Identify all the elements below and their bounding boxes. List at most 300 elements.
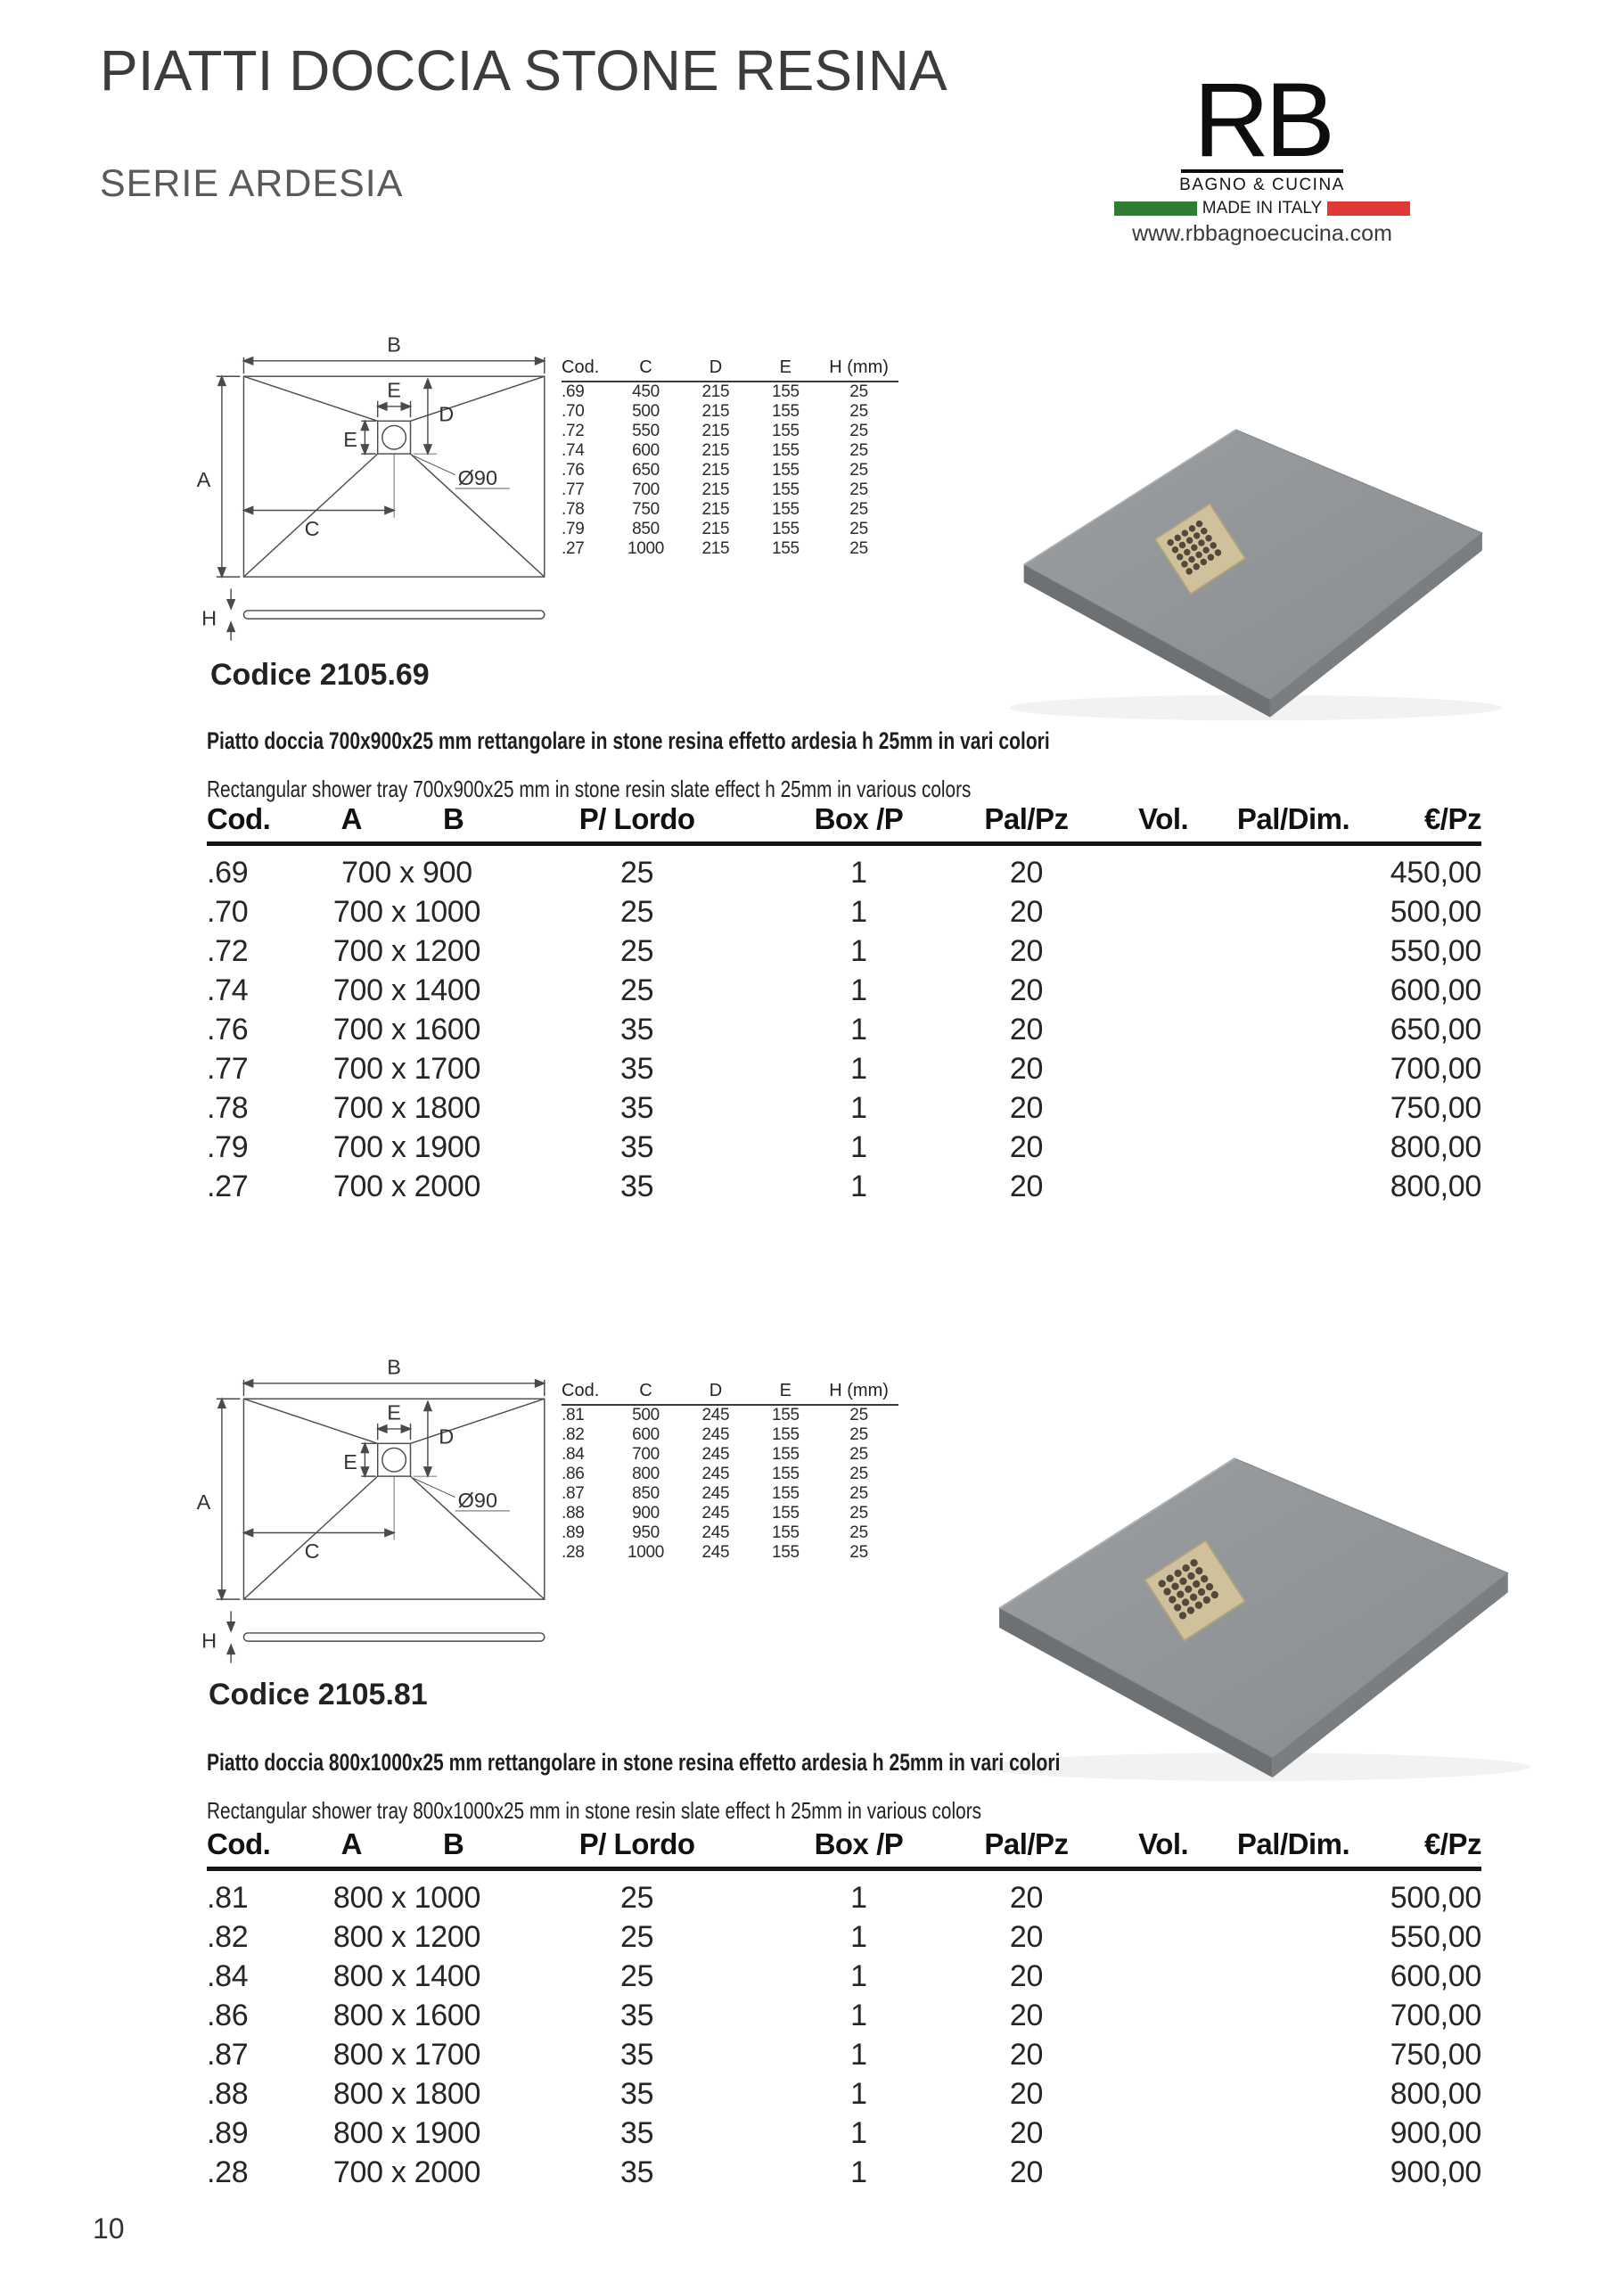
product-photo-1 (927, 357, 1569, 722)
dim-cell: 245 (701, 1406, 730, 1424)
price-cell: 800 x 1900 (332, 2115, 481, 2150)
price-cell: 700 x 1700 (332, 1051, 481, 1086)
price-cell: 700 x 900 (341, 855, 472, 890)
page-title: PIATTI DOCCIA STONE RESINA (100, 38, 947, 103)
price-cell (1100, 2114, 1226, 2153)
dim-col-header: C (612, 1381, 680, 1405)
price-cell: 1 (850, 1919, 867, 1954)
price-cell: 35 (619, 2076, 654, 2111)
price-row (207, 1049, 1481, 1088)
description-english-1: Rectangular shower tray 700x900x25 mm in stone resin slate effect h 25mm in various colors (207, 776, 972, 802)
price-col-header: A (305, 802, 398, 844)
dim-cell: 25 (849, 480, 868, 499)
price-cell (1226, 892, 1360, 932)
dim-cell: 155 (771, 539, 800, 558)
dim-cell: 155 (771, 1484, 800, 1503)
dim-cell: 500 (632, 1406, 660, 1424)
price-cell: .87 (207, 2037, 249, 2072)
dim-cell: 700 (632, 480, 660, 499)
dim-cell: 155 (771, 500, 800, 519)
price-row (207, 1917, 1481, 1957)
label-a: A (196, 467, 211, 491)
dim-cell: 25 (849, 1406, 868, 1424)
dim-cell: 155 (771, 1425, 800, 1444)
price-cell: 1 (850, 2115, 867, 2150)
dim-cell: .77 (562, 480, 585, 499)
label-e-side: E (343, 427, 357, 451)
price-col-header: Cod. (207, 802, 305, 844)
price-col-header: Box /P (765, 802, 952, 844)
price-cell (1226, 1167, 1360, 1206)
price-cell (1100, 2035, 1226, 2074)
price-cell (1100, 1957, 1226, 1996)
dim-cell: 215 (701, 500, 730, 519)
dim-row (562, 461, 898, 480)
price-col-header: Box /P (765, 1827, 952, 1869)
price-cell: 600,00 (1390, 973, 1481, 1007)
logo-monogram: RB (1181, 75, 1343, 173)
price-cell: .81 (207, 1880, 249, 1915)
price-cell: .84 (207, 1958, 249, 1993)
price-cell: 500,00 (1390, 894, 1481, 929)
price-cell (1226, 1088, 1360, 1128)
price-cell: .76 (207, 1012, 249, 1047)
price-cell: 800 x 1400 (332, 1958, 481, 1993)
price-cell: .70 (207, 894, 249, 929)
dim-cell: 215 (701, 382, 730, 401)
dim-row (562, 402, 898, 422)
price-cell: 800 x 1700 (332, 2037, 481, 2072)
shower-tray-photo (927, 1377, 1569, 1783)
price-col-header: Pal/Dim. (1226, 1827, 1360, 1869)
price-cell: 20 (1009, 1012, 1044, 1047)
product-photo-2 (927, 1377, 1569, 1783)
dim-row (562, 382, 898, 402)
price-cell: .28 (207, 2155, 249, 2189)
dim-cell: 25 (849, 1484, 868, 1503)
price-cell (1100, 1088, 1226, 1128)
price-cell: 35 (619, 2037, 654, 2072)
dim-cell: 245 (701, 1523, 730, 1542)
dim-cell: .78 (562, 500, 585, 519)
price-cell: 25 (619, 1880, 654, 1915)
dim-cell: 25 (849, 441, 868, 460)
dim-row (562, 441, 898, 461)
dim-cell: 25 (849, 1445, 868, 1464)
price-col-header: P/ Lordo (509, 1827, 765, 1869)
dim-row (562, 539, 898, 559)
page-number: 10 (93, 2212, 125, 2245)
dim-cell: 155 (771, 422, 800, 440)
dim-cell: 25 (849, 402, 868, 421)
dim-cell: 600 (632, 1425, 660, 1444)
price-cell: 35 (619, 1129, 654, 1164)
dim-col-header: D (679, 357, 751, 382)
price-cell (1226, 971, 1360, 1010)
price-row (207, 1128, 1481, 1167)
product-code-1: Codice 2105.69 (210, 658, 430, 692)
price-cell: 20 (1009, 1919, 1044, 1954)
dim-cell: 155 (771, 382, 800, 401)
price-cell (1100, 971, 1226, 1010)
price-cell (1226, 844, 1360, 893)
dim-cell: .28 (562, 1543, 585, 1562)
price-cell: 700,00 (1390, 1998, 1481, 2032)
description-english-2: Rectangular shower tray 800x1000x25 mm in stone resin slate effect h 25mm in various colors (207, 1797, 982, 1824)
dim-col-header: Cod. (562, 1381, 612, 1405)
dim-cell: 25 (849, 422, 868, 440)
dim-cell: 1000 (627, 539, 665, 558)
price-cell: 700 x 1800 (332, 1090, 481, 1125)
price-cell: 1 (850, 1012, 867, 1047)
price-cell (1100, 2074, 1226, 2114)
dim-cell: 215 (701, 461, 730, 480)
label-b: B (387, 1355, 401, 1379)
price-cell: 20 (1009, 2076, 1044, 2111)
price-col-header: Vol. (1100, 802, 1226, 844)
price-cell: 20 (1009, 894, 1044, 929)
price-cell (1100, 1010, 1226, 1049)
price-cell: 700 x 1400 (332, 973, 481, 1007)
dim-cell: 155 (771, 461, 800, 480)
dim-cell: 215 (701, 520, 730, 538)
price-header-row (207, 802, 1481, 844)
side-profile (243, 611, 544, 619)
price-col-header: P/ Lordo (509, 802, 765, 844)
price-row (207, 892, 1481, 932)
dim-cell: .72 (562, 422, 585, 440)
dim-row (562, 1425, 898, 1445)
dim-cell: 215 (701, 441, 730, 460)
price-cell: 25 (619, 973, 654, 1007)
price-cell: 35 (619, 2115, 654, 2150)
dim-cell: 500 (632, 402, 660, 421)
price-header-row (207, 1827, 1481, 1869)
price-cell (1100, 1917, 1226, 1957)
price-col-header: B (398, 1827, 508, 1869)
label-d: D (439, 1424, 455, 1449)
price-cell: 20 (1009, 855, 1044, 890)
dimension-table-2 (562, 1381, 898, 1563)
price-cell (1100, 1167, 1226, 1206)
description-italian-1: Piatto doccia 700x900x25 mm rettangolare in stone resina effetto ardesia h 25mm in vari colori (207, 727, 1050, 754)
price-cell (1100, 892, 1226, 932)
logo-brand-text: BAGNO & CUCINA (1179, 175, 1345, 194)
price-col-header: €/Pz (1360, 802, 1481, 844)
price-cell: 750,00 (1390, 1090, 1481, 1125)
made-in-italy-label: MADE IN ITALY (1202, 199, 1323, 218)
price-cell (1226, 1917, 1360, 1957)
price-cell: 20 (1009, 1998, 1044, 2032)
flag-red-stripe (1327, 201, 1410, 216)
dim-cell: 25 (849, 500, 868, 519)
price-cell: 550,00 (1390, 933, 1481, 968)
price-cell: 20 (1009, 933, 1044, 968)
price-cell: 800 x 1800 (332, 2076, 481, 2111)
price-cell: 1 (850, 933, 867, 968)
dim-cell: 25 (849, 382, 868, 401)
price-cell: 1 (850, 1958, 867, 1993)
price-cell: 1 (850, 1998, 867, 2032)
technical-drawing-1 (189, 326, 590, 654)
price-cell (1226, 2153, 1360, 2192)
dim-col-header: H (mm) (819, 357, 898, 382)
price-cell: 1 (850, 2037, 867, 2072)
brand-logo (1114, 62, 1410, 247)
label-h: H (201, 606, 217, 630)
logo-website: www.rbbagnoecucina.com (1132, 220, 1392, 246)
price-cell: 35 (619, 1169, 654, 1203)
price-row (207, 1869, 1481, 1918)
dim-cell: .89 (562, 1523, 585, 1542)
dim-cell: 25 (849, 1523, 868, 1542)
price-cell: 20 (1009, 2037, 1044, 2072)
dim-cell: .76 (562, 461, 585, 480)
price-cell: 35 (619, 2155, 654, 2189)
price-cell: 650,00 (1390, 1012, 1481, 1047)
dim-cell: 215 (701, 480, 730, 499)
dim-cell: 245 (701, 1445, 730, 1464)
price-cell (1226, 1010, 1360, 1049)
dim-cell: .69 (562, 382, 585, 401)
dim-cell: .84 (562, 1445, 585, 1464)
label-h: H (201, 1629, 217, 1653)
dim-cell: 25 (849, 1425, 868, 1444)
price-cell (1100, 1049, 1226, 1088)
dim-row (562, 480, 898, 500)
price-cell: 700,00 (1390, 1051, 1481, 1086)
price-cell: 1 (850, 973, 867, 1007)
price-cell: 20 (1009, 1051, 1044, 1086)
dim-cell: 25 (849, 1504, 868, 1523)
dim-cell: 245 (701, 1425, 730, 1444)
dim-col-header: D (679, 1381, 751, 1405)
price-cell: 700 x 1600 (332, 1012, 481, 1047)
dim-cell: 245 (701, 1504, 730, 1523)
price-cell: 35 (619, 1998, 654, 2032)
price-cell: .27 (207, 1169, 249, 1203)
product-code-2: Codice 2105.81 (209, 1678, 428, 1712)
dim-cell: .27 (562, 539, 585, 558)
dim-cell: 155 (771, 520, 800, 538)
price-cell: .72 (207, 933, 249, 968)
price-row (207, 2035, 1481, 2074)
price-cell: 25 (619, 855, 654, 890)
dim-cell: .82 (562, 1425, 585, 1444)
price-cell: .86 (207, 1998, 249, 2032)
price-cell: .78 (207, 1090, 249, 1125)
dim-row (562, 1523, 898, 1543)
price-cell: 1 (850, 1129, 867, 1164)
dim-cell: 1000 (627, 1543, 665, 1562)
dim-row (562, 520, 898, 539)
label-diameter: Ø90 (457, 1488, 498, 1512)
dim-cell: 25 (849, 461, 868, 480)
label-a: A (196, 1490, 211, 1514)
price-row (207, 1996, 1481, 2035)
price-row (207, 932, 1481, 971)
price-col-header: €/Pz (1360, 1827, 1481, 1869)
label-c: C (304, 1539, 320, 1564)
price-cell: 900,00 (1390, 2115, 1481, 2150)
dim-cell: .79 (562, 520, 585, 538)
dim-cell: .70 (562, 402, 585, 421)
label-e-top: E (387, 1400, 401, 1424)
price-row (207, 971, 1481, 1010)
price-cell (1226, 1869, 1360, 1918)
price-cell: 1 (850, 2076, 867, 2111)
dim-cell: 750 (632, 500, 660, 519)
price-cell: 800,00 (1390, 1129, 1481, 1164)
dim-row (562, 1405, 898, 1425)
dim-cell: 25 (849, 520, 868, 538)
flag-green-stripe (1114, 201, 1197, 216)
tray-top (1024, 430, 1482, 700)
dim-row (562, 1484, 898, 1504)
technical-drawing-svg (189, 326, 590, 654)
price-cell: 1 (850, 1880, 867, 1915)
price-cell: 20 (1009, 1169, 1044, 1203)
price-cell: 450,00 (1390, 855, 1481, 890)
price-cell (1226, 932, 1360, 971)
price-cell (1100, 2153, 1226, 2192)
price-row (207, 1088, 1481, 1128)
price-table-1 (207, 802, 1481, 1206)
price-cell: 25 (619, 894, 654, 929)
price-cell: .74 (207, 973, 249, 1007)
price-row (207, 1010, 1481, 1049)
shower-tray-photo (927, 357, 1569, 722)
dim-cell: 25 (849, 539, 868, 558)
price-cell: 20 (1009, 2155, 1044, 2189)
price-cell: 20 (1009, 2115, 1044, 2150)
price-row (207, 1957, 1481, 1996)
description-italian-2: Piatto doccia 800x1000x25 mm rettangolare in stone resina effetto ardesia h 25mm in vari colori (207, 1749, 1061, 1776)
price-cell: 800 x 1600 (332, 1998, 481, 2032)
price-cell (1226, 2035, 1360, 2074)
dim-cell: 450 (632, 382, 660, 401)
dim-cell: 245 (701, 1465, 730, 1483)
dim-cell: 155 (771, 1523, 800, 1542)
price-cell: 900,00 (1390, 2155, 1481, 2189)
price-cell (1100, 1869, 1226, 1918)
series-subtitle: SERIE ARDESIA (100, 162, 404, 205)
dimension-table-1 (562, 357, 898, 559)
price-col-header: A (305, 1827, 398, 1869)
price-cell: 25 (619, 1919, 654, 1954)
dim-cell: 155 (771, 1465, 800, 1483)
price-cell: 600,00 (1390, 1958, 1481, 1993)
price-cell: 1 (850, 1169, 867, 1203)
side-profile (243, 1633, 544, 1641)
price-cell: 700 x 1900 (332, 1129, 481, 1164)
dim-cell: 245 (701, 1484, 730, 1503)
price-cell: 25 (619, 1958, 654, 1993)
italy-flag-bar (1114, 201, 1410, 217)
price-cell: 20 (1009, 1880, 1044, 1915)
dim-cell: .74 (562, 441, 585, 460)
dim-header-row (562, 357, 898, 382)
technical-drawing-2 (189, 1349, 590, 1677)
dim-col-header: Cod. (562, 357, 612, 382)
price-cell: 800 x 1200 (332, 1919, 481, 1954)
price-cell: 1 (850, 1051, 867, 1086)
price-cell: 20 (1009, 1090, 1044, 1125)
dim-col-header: H (mm) (819, 1381, 898, 1405)
price-row (207, 844, 1481, 893)
label-e-side: E (343, 1449, 357, 1473)
dim-cell: 155 (771, 480, 800, 499)
price-cell: .82 (207, 1919, 249, 1954)
price-cell: 1 (850, 855, 867, 890)
price-cell: 500,00 (1390, 1880, 1481, 1915)
price-cell: 20 (1009, 973, 1044, 1007)
dim-cell: 700 (632, 1445, 660, 1464)
dim-cell: 850 (632, 520, 660, 538)
dim-cell: 155 (771, 1504, 800, 1523)
dim-cell: .81 (562, 1406, 585, 1424)
dim-cell: 600 (632, 441, 660, 460)
price-table-2 (207, 1827, 1481, 2192)
dim-cell: 245 (701, 1543, 730, 1562)
price-cell (1100, 932, 1226, 971)
dim-cell: 215 (701, 539, 730, 558)
dim-cell: 800 (632, 1465, 660, 1483)
price-cell: 20 (1009, 1958, 1044, 1993)
dim-cell: .88 (562, 1504, 585, 1523)
price-cell (1226, 1957, 1360, 1996)
price-cell: .79 (207, 1129, 249, 1164)
dim-row (562, 1465, 898, 1484)
price-cell: 35 (619, 1051, 654, 1086)
price-cell: 700 x 1200 (332, 933, 481, 968)
dim-row (562, 1504, 898, 1523)
price-cell (1226, 2074, 1360, 2114)
dim-cell: 155 (771, 1543, 800, 1562)
price-cell: .88 (207, 2076, 249, 2111)
price-cell: 20 (1009, 1129, 1044, 1164)
dim-cell: 900 (632, 1504, 660, 1523)
dim-cell: 25 (849, 1543, 868, 1562)
price-col-header: Pal/Pz (953, 802, 1101, 844)
price-row (207, 1167, 1481, 1206)
dim-cell: 155 (771, 1406, 800, 1424)
price-row (207, 2153, 1481, 2192)
price-cell (1100, 1128, 1226, 1167)
dim-cell: 155 (771, 1445, 800, 1464)
dim-col-header: E (752, 357, 820, 382)
price-col-header: Pal/Dim. (1226, 802, 1360, 844)
dim-row (562, 1543, 898, 1563)
price-cell (1226, 2114, 1360, 2153)
label-b: B (387, 332, 401, 357)
dim-cell: 215 (701, 402, 730, 421)
price-cell: 25 (619, 933, 654, 968)
price-col-header: Vol. (1100, 1827, 1226, 1869)
price-col-header: B (398, 802, 508, 844)
price-cell (1100, 1996, 1226, 2035)
price-cell: 700 x 2000 (332, 1169, 481, 1203)
price-cell (1100, 844, 1226, 893)
dim-row (562, 1445, 898, 1465)
price-cell: .77 (207, 1051, 249, 1086)
dim-cell: .87 (562, 1484, 585, 1503)
label-e-top: E (387, 378, 401, 402)
price-cell: 700 x 2000 (332, 2155, 481, 2189)
price-cell: 35 (619, 1090, 654, 1125)
price-cell: 800 x 1000 (332, 1880, 481, 1915)
price-row (207, 2114, 1481, 2153)
